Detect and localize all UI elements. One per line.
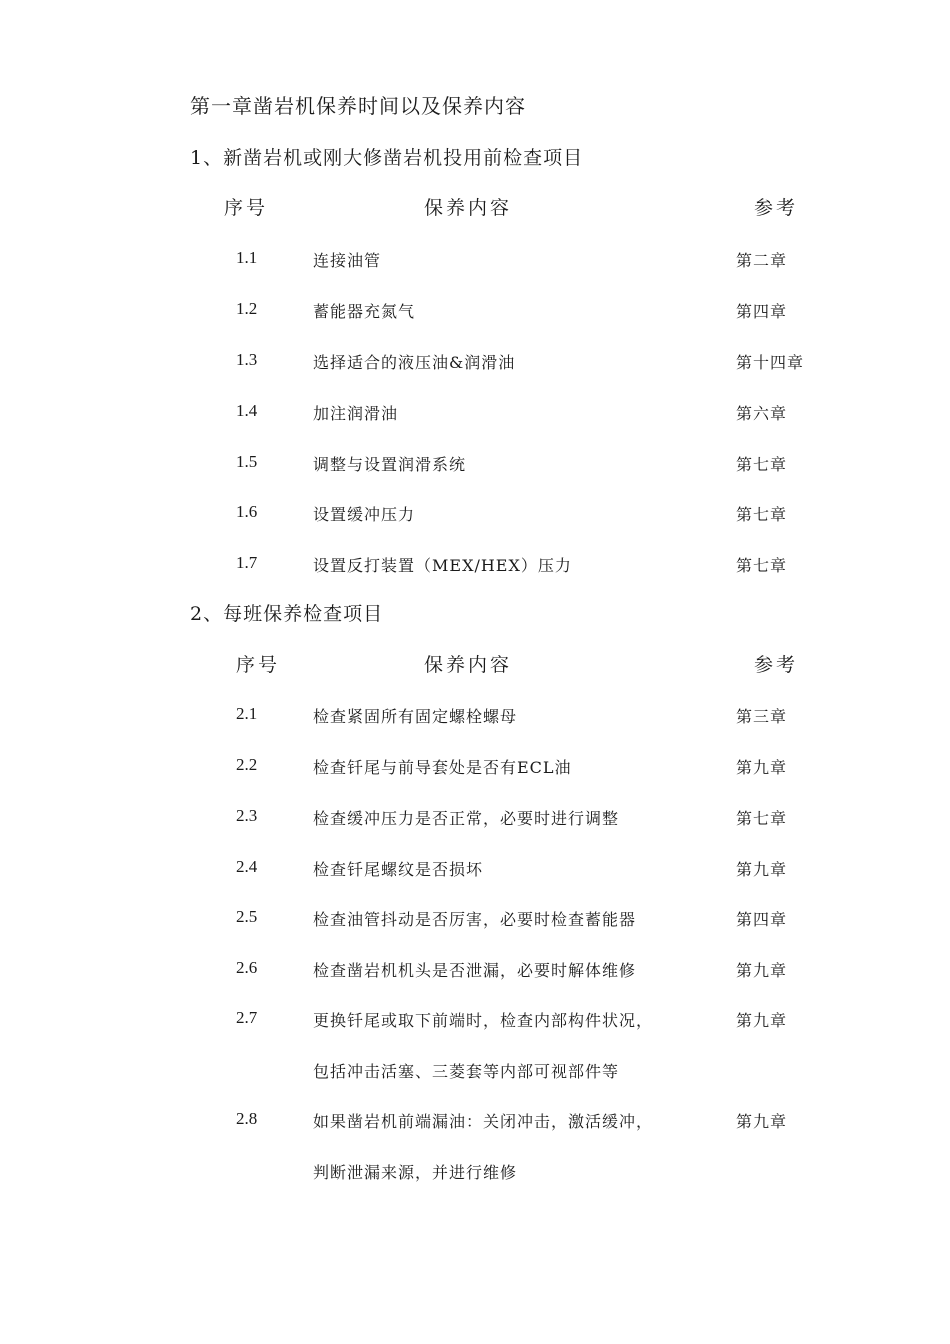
table-row-continuation (0, 1059, 950, 1089)
table-row-continuation (0, 1160, 950, 1190)
row-number: 1.1 (236, 248, 258, 267)
section-2-heading: 2、每班保养检查项目 (190, 603, 384, 625)
row-number: 1.5 (236, 452, 258, 471)
row-content: 检查油管抖动是否厉害，必要时检查蓄能器 (313, 910, 637, 929)
row-number: 2.8 (236, 1109, 258, 1128)
row-content: 设置缓冲压力 (313, 505, 416, 524)
row-reference: 第四章 (736, 302, 788, 321)
table-row (0, 299, 950, 329)
row-content-line2: 判断泄漏来源，并进行维修 (313, 1163, 518, 1182)
column-header-ref: 参考 (754, 654, 799, 676)
row-reference: 第七章 (736, 505, 788, 524)
table-row (0, 401, 950, 431)
table-row (0, 958, 950, 988)
row-content: 检查钎尾螺纹是否损坏 (313, 860, 484, 879)
row-reference: 第九章 (736, 1011, 788, 1030)
table-row (0, 452, 950, 482)
table-row (0, 857, 950, 887)
row-content: 选择适合的液压油&润滑油 (313, 353, 516, 372)
table-row (0, 704, 950, 734)
row-reference: 第二章 (736, 251, 788, 270)
document-title: 第一章凿岩机保养时间以及保养内容 (190, 94, 526, 118)
table-row (0, 907, 950, 937)
column-header-ref: 参考 (754, 197, 799, 219)
row-number: 2.3 (236, 806, 258, 825)
row-content: 加注润滑油 (313, 404, 399, 423)
table-row (0, 806, 950, 836)
table-row (0, 1008, 950, 1038)
section-1-heading: 1、新凿岩机或刚大修凿岩机投用前检查项目 (190, 147, 584, 169)
row-content: 连接油管 (313, 251, 382, 270)
row-reference: 第六章 (736, 404, 788, 423)
column-header-no: 序号 (224, 197, 269, 219)
row-reference: 第九章 (736, 1112, 788, 1131)
row-reference: 第四章 (736, 910, 788, 929)
row-reference: 第九章 (736, 758, 788, 777)
row-number: 2.5 (236, 907, 258, 926)
row-reference: 第七章 (736, 455, 788, 474)
row-reference: 第三章 (736, 707, 788, 726)
column-header-content: 保养内容 (424, 654, 513, 676)
table-row (0, 553, 950, 583)
row-content: 蓄能器充氮气 (313, 302, 416, 321)
row-number: 1.7 (236, 553, 258, 572)
row-number: 1.6 (236, 502, 258, 521)
row-number: 1.3 (236, 350, 258, 369)
row-reference: 第十四章 (736, 353, 805, 372)
row-reference: 第七章 (736, 556, 788, 575)
row-content: 检查凿岩机机头是否泄漏，必要时解体维修 (313, 961, 637, 980)
column-header-no: 序号 (236, 654, 281, 676)
table-row (0, 502, 950, 532)
table-row (0, 1109, 950, 1139)
row-reference: 第九章 (736, 961, 788, 980)
row-number: 2.1 (236, 704, 258, 723)
table-row (0, 248, 950, 278)
row-content: 检查钎尾与前导套处是否有ECL油 (313, 758, 572, 777)
row-number: 2.2 (236, 755, 258, 774)
row-content-line2: 包括冲击活塞、三菱套等内部可视部件等 (313, 1062, 620, 1081)
row-content: 检查紧固所有固定螺栓螺母 (313, 707, 518, 726)
row-content: 如果凿岩机前端漏油：关闭冲击，激活缓冲， (313, 1112, 654, 1131)
row-number: 2.7 (236, 1008, 258, 1027)
row-number: 2.4 (236, 857, 258, 876)
row-content: 检查缓冲压力是否正常，必要时进行调整 (313, 809, 620, 828)
row-content: 调整与设置润滑系统 (313, 455, 467, 474)
row-reference: 第七章 (736, 809, 788, 828)
row-content: 更换钎尾或取下前端时，检查内部构件状况， (313, 1011, 654, 1030)
row-content: 设置反打装置（MEX/HEX）压力 (313, 556, 572, 575)
column-header-content: 保养内容 (424, 197, 513, 219)
row-number: 1.2 (236, 299, 258, 318)
table-row (0, 350, 950, 380)
row-reference: 第九章 (736, 860, 788, 879)
table-row (0, 755, 950, 785)
row-number: 2.6 (236, 958, 258, 977)
row-number: 1.4 (236, 401, 258, 420)
